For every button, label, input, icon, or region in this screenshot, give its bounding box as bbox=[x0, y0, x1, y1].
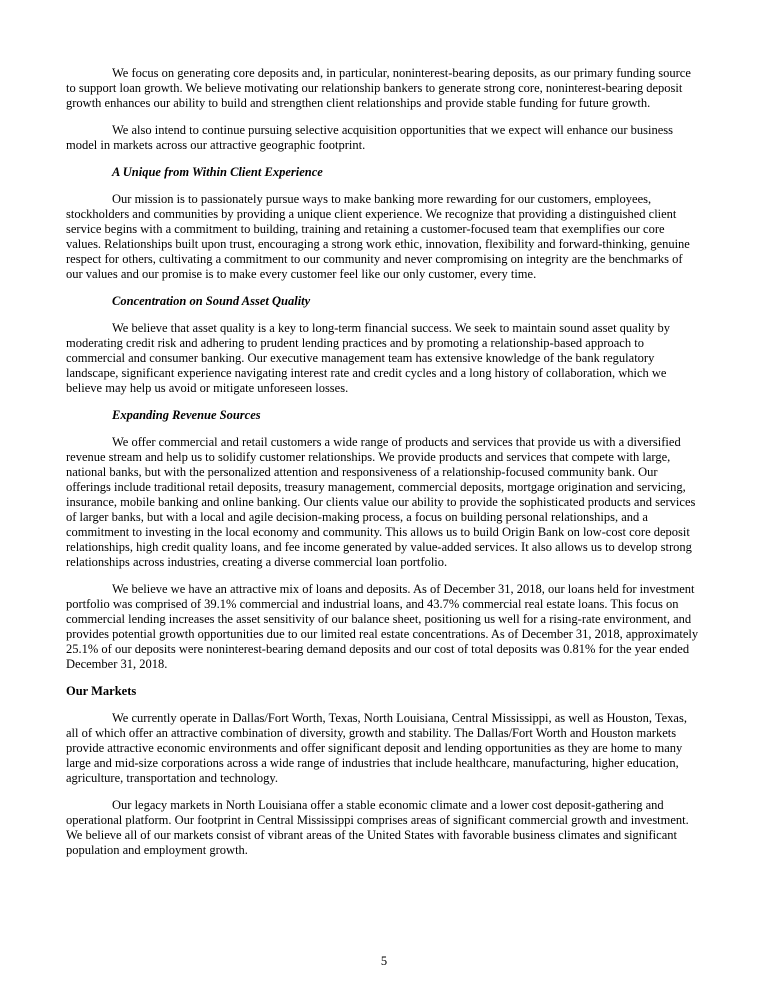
paragraph-asset-quality: We believe that asset quality is a key to long-term financial success. We seek to maintain sound asset quality by moderating credit risk and adhering to prudent lending practices and by promoting a relationship-based approach to commercial and consumer banking. Our executive management team has extensive knowledge of the bank regulatory landscape, significant experience navigating interest rate and credit cycles and a long history of collaboration, which we believe may help us avoid or mitigate unforeseen losses. bbox=[66, 321, 671, 395]
paragraph-mission: Our mission is to passionately pursue ways to make banking more rewarding for our customers, employees, stockholders and communities by providing a unique client experience. We recognize that providing a distinguished client service begins with a commitment to building, training and retaining a customer-focused team that exemplifies our core values. Relationships built upon trust, encouraging a strong work ethic, innovation, flexibility and forward-thinking, genuine respect for others, cultivating a commitment to our community and never compromising on integrity are the benchmarks of our values and our promise is to make every customer feel like our only customer, every time. bbox=[66, 192, 690, 281]
heading-unique-client-experience: A Unique from Within Client Experience bbox=[112, 165, 323, 179]
paragraph-legacy-markets: Our legacy markets in North Louisiana offer a stable economic climate and a lower cost deposit-gathering and operational platform. Our footprint in Central Mississippi comprises areas of significant commercial growth and investment. We believe all of our markets consist of vibrant areas of the United States with favorable business climates and significant population and employment growth. bbox=[66, 798, 689, 857]
heading-expanding-revenue-sources: Expanding Revenue Sources bbox=[112, 408, 261, 422]
heading-our-markets: Our Markets bbox=[66, 684, 137, 698]
paragraph-core-deposits: We focus on generating core deposits and, in particular, noninterest-bearing deposits, as our primary funding source to support loan growth. We believe motivating our relationship bankers to generate strong core, noninterest-bearing deposit growth enhances our ability to build and strengthen client relationships and provide stable funding for future growth. bbox=[66, 66, 691, 110]
paragraph-acquisitions: We also intend to continue pursuing selective acquisition opportunities that we expect will enhance our business model in markets across our attractive geographic footprint. bbox=[66, 123, 674, 152]
paragraph-revenue-sources: We offer commercial and retail customers a wide range of products and services that provide us with a diversified revenue stream and help us to solidify customer relationships. We provide products and services that compete with large, national banks, but with the personalized attention and responsiveness of a relationship-focused community bank. Our offerings include traditional retail deposits, treasury management, commercial deposits, mortgage origination and servicing, insurance, mobile banking and online banking. Our clients value our ability to provide the sophisticated products and services of larger banks, but with a local and agile decision-making process, a focus on building personal relationships, and a commitment to investing in the local economy and community. This allows us to build Origin Bank on low-cost core deposit relationships, high credit quality loans, and fee income generated by value-added services. It also allows us to develop strong relationships across industries, creating a diverse commercial loan portfolio. bbox=[66, 435, 696, 569]
page-number: 5 bbox=[380, 954, 388, 968]
heading-sound-asset-quality: Concentration on Sound Asset Quality bbox=[112, 294, 311, 308]
paragraph-loans-deposits-mix: We believe we have an attractive mix of loans and deposits. As of December 31, 2018, our loans held for investment portfolio was comprised of 39.1% commercial and industrial loans, and 43.7% commercial real estate loans. This focus on commercial lending increases the asset sensitivity of our balance sheet, positioning us well for a rising-rate environment, and provides potential growth opportunities due to our limited real estate concentrations. As of December 31, 2018, approximately 25.1% of our deposits were noninterest-bearing demand deposits and our cost of total deposits was 0.81% for the year ended December 31, 2018. bbox=[66, 582, 699, 671]
paragraph-markets-overview: We currently operate in Dallas/Fort Worth, Texas, North Louisiana, Central Mississippi, as well as Houston, Texas, all of which offer an attractive combination of diversity, growth and stability. The Dallas/Fort Worth and Houston markets provide attractive economic environments and offer significant deposit and lending opportunities as they are home to many large and mid-size corporations across a wide range of industries that include healthcare, manufacturing, higher education, agriculture, transportation and technology. bbox=[66, 711, 687, 785]
